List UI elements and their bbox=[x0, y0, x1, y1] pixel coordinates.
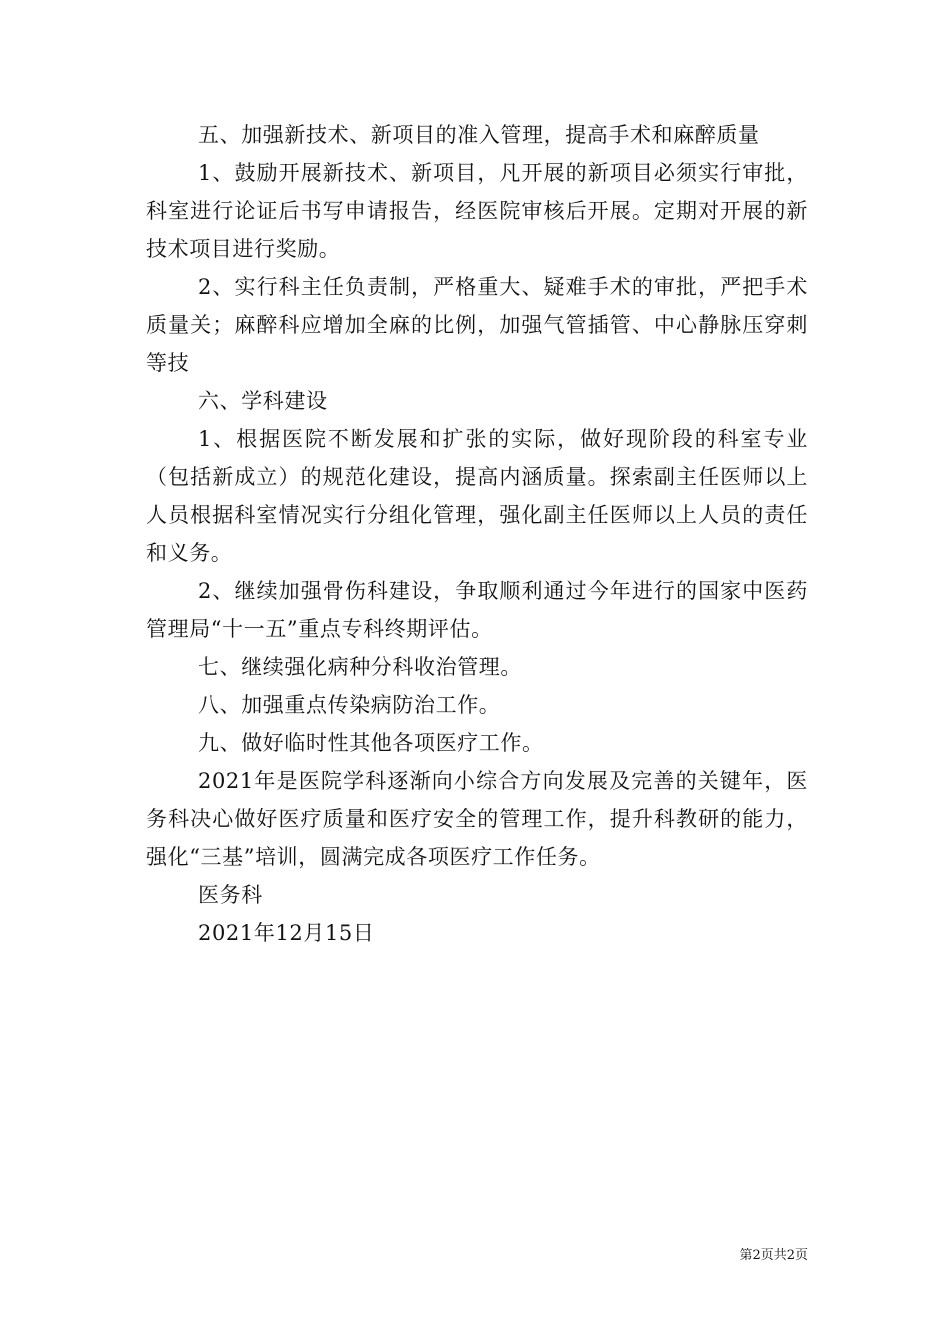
section-heading-nine: 九、做好临时性其他各项医疗工作。 bbox=[198, 731, 544, 755]
signature-date: 2021年12月15日 bbox=[198, 921, 375, 945]
document-body bbox=[146, 116, 808, 952]
paragraph-six-item-1: 1、根据医院不断发展和扩张的实际，做好现阶段的科室专业（包括新成立）的规范化建设，提高内涵质量。探索副主任医师以上人员根据科室情况实行分组化管理，强化副主任医师以上人员的责任和义务。 bbox=[146, 427, 808, 565]
closing-paragraph: 2021年是医院学科逐渐向小综合方向发展及完善的关键年，医务科决心做好医疗质量和医疗安全的管理工作，提升科教研的能力，强化“三基”培训，圆满完成各项医疗工作任务。 bbox=[146, 769, 808, 869]
page-number-footer: 第2页共2页 bbox=[739, 1248, 808, 1263]
section-heading-seven: 七、继续强化病种分科收治管理。 bbox=[198, 655, 522, 679]
section-heading-six: 六、学科建设 bbox=[198, 389, 328, 413]
paragraph-five-item-1: 1、鼓励开展新技术、新项目，凡开展的新项目必须实行审批，科室进行论证后书写申请报告，经医院审核后开展。定期对开展的新技术项目进行奖励。 bbox=[146, 161, 808, 261]
paragraph-five-item-2: 2、实行科主任负责制，严格重大、疑难手术的审批，严把手术质量关；麻醉科应增加全麻的比例，加强气管插管、中心静脉压穿刺等技 bbox=[146, 275, 808, 375]
section-heading-eight: 八、加强重点传染病防治工作。 bbox=[198, 693, 501, 717]
section-heading-five: 五、加强新技术、新项目的准入管理，提高手术和麻醉质量 bbox=[198, 123, 760, 147]
paragraph-six-item-2: 2、继续加强骨伤科建设，争取顺利通过今年进行的国家中医药管理局“十一五”重点专科终期评估。 bbox=[146, 579, 808, 641]
signature-department: 医务科 bbox=[198, 883, 263, 907]
